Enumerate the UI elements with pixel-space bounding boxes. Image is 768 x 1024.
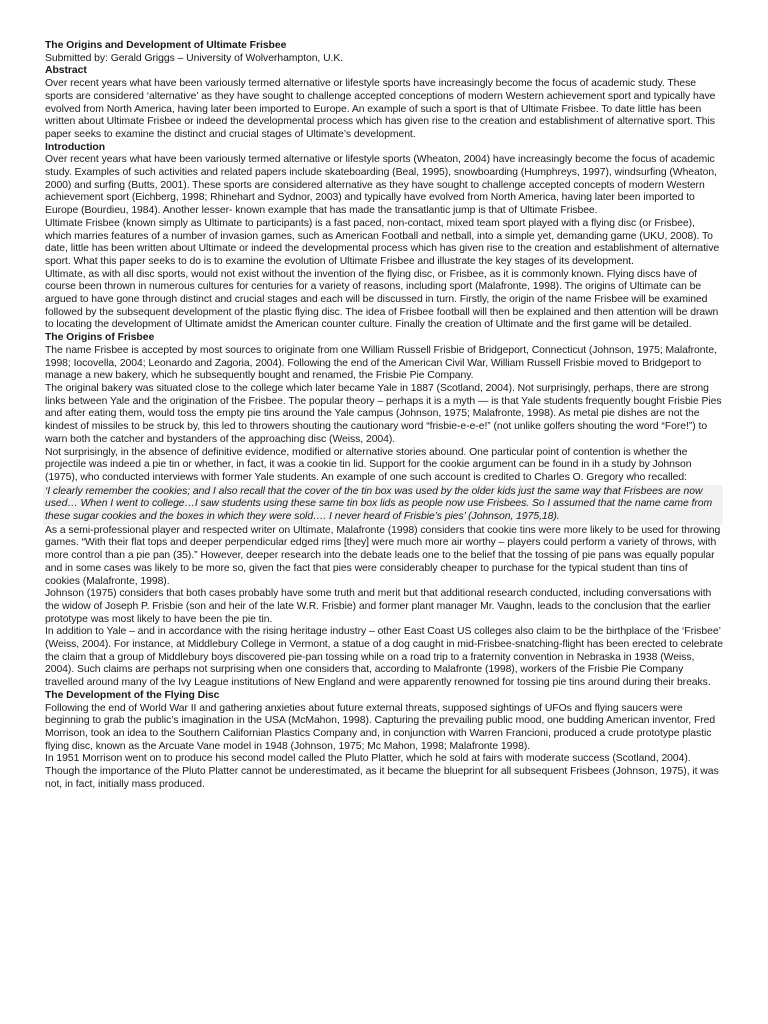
section-heading-development: The Development of the Flying Disc bbox=[45, 689, 220, 701]
paragraph: The original bakery was situated close to the college which later became Yale in 1887 (Scotland, 2004). Not surprisingly, perhaps, there are strong links between Yale and the origination of the Frisbee. The popular theory – perhaps it is a myth — is that Yale students frequently bought Frisbie Pies and after eating them, would toss the empty pie tins around the Yale campus (Johnson, 1975; Malafronte, 1998). As metal pie dishes are not the kindest of missiles to be struck by, this led to throwers shouting the cautionary word “frisbie-e-e-e!” (not unlike golfers shouting the word “Fore!”) to warn both the catcher and bystanders of the approaching disc (Weiss, 2004). bbox=[45, 382, 722, 445]
block-quote: ‘I clearly remember the cookies; and I also recall that the cover of the tin box was used by the older kids just the same way that Frisbees are now used… When I went to college…I saw students using these same tin box lids as people now use Frisbees. So I assumed that the name came from these sugar cookies and the boxes in which they were sold…. I never heard of Frisbie’s pies’ (Johnson, 1975,18). bbox=[43, 485, 723, 525]
paragraph: Following the end of World War II and gathering anxieties about future external threats, supposed sightings of UFOs and flying saucers were beginning to grab the public’s imagination in the USA (McMahon, 1998). Capturing the prevailing public mood, one budding American inventor, Fred Morrison, took an idea to the Southern Californian Plastics Company and, in conjunction with Warren Francioni, produced a crude prototype plastic flying disc, known as the Arcuate Vane model in 1948 (Johnson, 1975; Mc Mahon, 1998; Malafronte 1998). bbox=[45, 702, 716, 752]
section-heading-origins: The Origins of Frisbee bbox=[45, 332, 155, 344]
section-heading-introduction: Introduction bbox=[45, 141, 105, 153]
paragraph: In 1951 Morrison went on to produce his second model called the Pluto Platter, which he sold at fairs with moderate success (Scotland, 2004). Though the importance of the Pluto Platter cannot be underestimated, as it became the blueprint for all subsequent Frisbees (Johnson, 1975), it was not, in fact, initially mass produced. bbox=[45, 753, 719, 790]
section-heading-abstract: Abstract bbox=[45, 65, 87, 77]
paragraph: Johnson (1975) considers that both cases probably have some truth and merit but that additional research conducted, including conversations with the widow of Joseph P. Frisbie (son and heir of the late W.R. Frisbie) and former plant manager Mr. Vaughn, leads to the conclusion that the earlier prototype was most likely to have been the pie tin. bbox=[45, 588, 712, 625]
paragraph: In addition to Yale – and in accordance with the rising heritage industry – other East Coast US colleges also claim to be the birthplace of the ‘Frisbee’ (Weiss, 2004). For instance, at Middlebury College in Vermont, a statue of a dog caught in mid-Frisbee-snatching-flight has been erected to celebrate the claim that a group of Middlebury boys discovered pie-pan tossing while on a road trip to a fraternity convention in Nebraska in 1938 (Weiss, 2004). Such claims are perhaps not surprising when one considers that, according to Malafronte (1998), workers of the Frisbie Pie Company travelled around many of the Ivy League institutions of New England and were apparently renowned for tossing pie tins around during their breaks. bbox=[45, 626, 723, 689]
paragraph: Not surprisingly, in the absence of definitive evidence, modified or alternative stories abound. One particular point of contention is whether the projectile was indeed a pie tin or whether, in fact, it was a cookie tin lid. Support for the cookie argument can be found in ih a study by Johnson (1975), who conducted interviews with former Yale students. An example of one such account is credited to Charles O. Gregory who recalled: bbox=[45, 446, 692, 483]
document-page bbox=[45, 40, 723, 791]
document-title: The Origins and Development of Ultimate Frisbee bbox=[45, 40, 287, 51]
paragraph: Over recent years what have been variously termed alternative or lifestyle sports have increasingly become the focus of academic study. These sports are considered ‘alternative’ as they have sought to challenge accepted conceptions of modern Western achievement sport and typically have evolved from North America, having later been imported to Europe. An example of such a sport is that of Ultimate Frisbee. To date little has been written about Ultimate Frisbee or indeed the developmental process which has given rise to the creation and establishment of alternative sport. This paper seeks to examine the distinct and crucial stages of Ultimate’s development. bbox=[45, 78, 716, 140]
author-line: Submitted by: Gerald Griggs – University of Wolverhampton, U.K. bbox=[45, 52, 344, 64]
paragraph: The name Frisbee is accepted by most sources to originate from one William Russell Frisbie of Bridgeport, Connecticut (Johnson, 1975; Malafronte, 1998; Iocovella, 2004; Leonardo and Zagoria, 2004). Following the end of the American Civil War, William Russell Frisbie moved to Bridgeport to manage a new bakery, which he subsequently bought and renamed, the Frisbie Pie Company. bbox=[45, 344, 717, 382]
paragraph: Ultimate Frisbee (known simply as Ultimate to participants) is a fast paced, non-contact, mixed team sport played with a flying disc (or Frisbee), which marries features of a number of invasion games, such as American Football and netball, into a simple yet, demanding game (UKU, 2008). To date, little has been written about Ultimate or indeed the developmental process which has given rise to the creation and establishment of alternative sport. What this paper seeks to do is to examine the evolution of Ultimate Frisbee and illustrate the key stages of its development. bbox=[45, 217, 720, 267]
paragraph: Ultimate, as with all disc sports, would not exist without the invention of the flying disc, or Frisbee, as it is commonly known. Flying discs have of course been thrown in numerous cultures for centuries for a variety of reasons, including sport (Malafronte, 1998). The origins of Ultimate can be argued to have gone through distinct and crucial stages and each will be discussed in turn. Firstly, the origin of the name Frisbee will be examined followed by the subsequent development of the plastic flying disc. The idea of Frisbee football will then be explained and then attention will be drawn to locating the development of Ultimate amidst the American counter culture. Finally the creation of Ultimate and the first game will be detailed. bbox=[45, 268, 719, 331]
paragraph: As a semi-professional player and respected writer on Ultimate, Malafronte (1998) considers that cookie tins were more likely to be used for throwing games. “With their flat tops and deeper perpendicular edged rims [they] were much more air worthy – players could perform a variety of throws, with more control than a pie pan (35).” However, deeper research into the debate leads one to the belief that the tossing of pie pans was equally popular and in some cases was likely to be more so, given the fact that pies were considerably cheaper to purchase for the typical student than tins of cookies (Malafronte, 1998). bbox=[45, 524, 721, 587]
paragraph: Over recent years what have been variously termed alternative or lifestyle sports (Wheaton, 2004) have increasingly become the focus of academic study. Examples of such activities and related papers include skateboarding (Beal, 1995), snowboarding (Humphreys, 1997), windsurfing (Wheaton, 2000) and surfing (Butts, 2001). These sports are considered alternative as they have sought to challenge accepted concepts of modern Western achievement sport (Eichberg, 1998; Rhinehart and Sydnor, 2003) and typically have evolved from North America, having later been imported to Europe (Bourdieu, 1984). Another lesser- known example that has made the transatlantic jump is that of Ultimate Frisbee. bbox=[45, 154, 717, 217]
